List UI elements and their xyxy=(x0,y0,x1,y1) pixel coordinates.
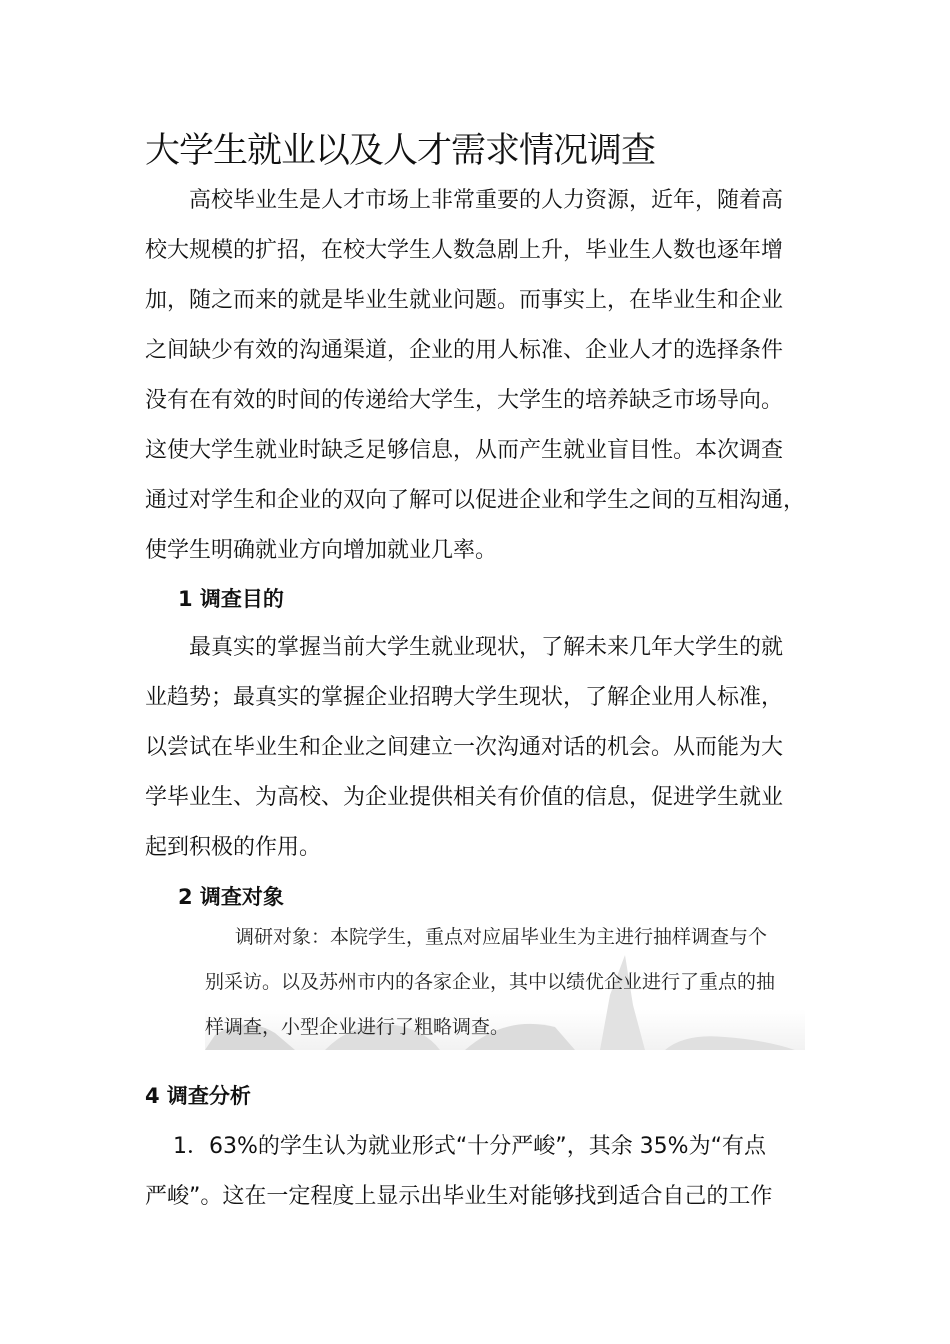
intro-paragraph xyxy=(145,176,820,576)
section-heading-subjects: 2 调查对象 xyxy=(178,885,284,909)
document-title: 大学生就业以及人才需求情况调查 xyxy=(145,131,656,171)
purpose-line: 以尝试在毕业生和企业之间建立一次沟通对话的机会。从而能为大 xyxy=(145,735,784,760)
scan-line: 样调查，小型企业进行了粗略调查。 xyxy=(205,1016,510,1038)
section-heading-analysis: 4 调查分析 xyxy=(145,1084,251,1108)
scan-line: 别采访。以及苏州市内的各家企业，其中以绩优企业进行了重点的抽 xyxy=(205,971,776,993)
analysis-line: 严峻”。这在一定程度上显示出毕业生对能够找到适合自己的工作 xyxy=(145,1184,773,1209)
purpose-line: 学毕业生、为高校、为企业提供相关有价值的信息，促进学生就业 xyxy=(145,785,784,810)
intro-line: 加，随之而来的就是毕业生就业问题。而事实上，在毕业生和企业 xyxy=(145,288,784,313)
intro-line: 这使大学生就业时缺乏足够信息，从而产生就业盲目性。本次调查 xyxy=(145,438,784,463)
purpose-line: 起到积极的作用。 xyxy=(145,835,322,860)
intro-line: 没有在有效的时间的传递给大学生，大学生的培养缺乏市场导向。 xyxy=(145,388,784,413)
scanned-text xyxy=(205,915,805,1050)
intro-line: 校大规模的扩招，在校大学生人数急剧上升，毕业生人数也逐年增 xyxy=(145,238,784,263)
intro-line: 高校毕业生是人才市场上非常重要的人力资源，近年，随着高 xyxy=(189,188,784,213)
scanned-text-image xyxy=(205,915,805,1050)
intro-line: 通过对学生和企业的双向了解可以促进企业和学生之间的互相沟通， xyxy=(145,488,806,513)
analysis-line: 1．63%的学生认为就业形式“十分严峻”，其余 35%为“有点 xyxy=(173,1134,766,1159)
purpose-line: 最真实的掌握当前大学生就业现状，了解未来几年大学生的就 xyxy=(189,635,784,660)
purpose-line: 业趋势；最真实的掌握企业招聘大学生现状，了解企业用人标准， xyxy=(145,685,784,710)
section-heading-purpose: 1 调查目的 xyxy=(178,587,284,611)
scan-line: 调研对象：本院学生，重点对应届毕业生为主进行抽样调查与个 xyxy=(235,926,768,948)
analysis-paragraph xyxy=(145,1122,820,1222)
intro-line: 之间缺少有效的沟通渠道，企业的用人标准、企业人才的选择条件 xyxy=(145,338,784,363)
intro-line: 使学生明确就业方向增加就业几率。 xyxy=(145,538,498,563)
purpose-paragraph xyxy=(145,623,820,873)
